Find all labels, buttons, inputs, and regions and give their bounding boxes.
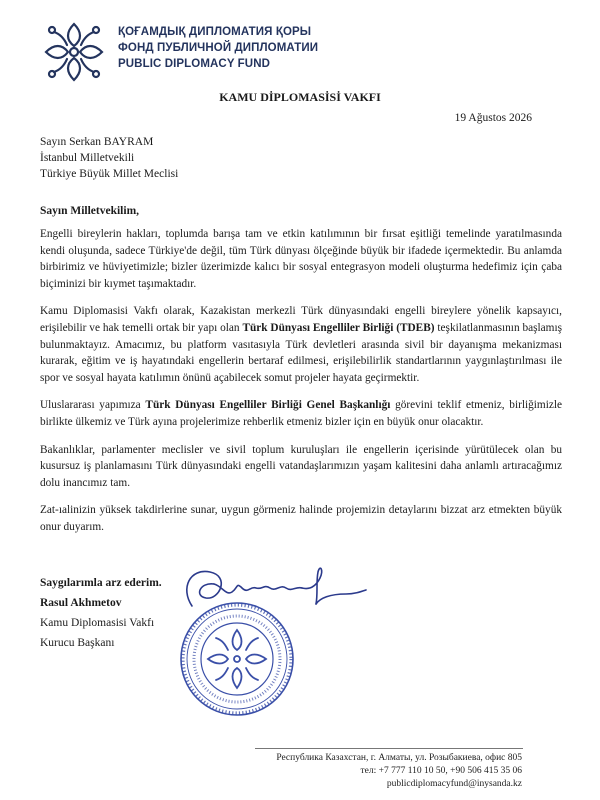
footer-phones: тел: +7 777 110 10 50, +90 506 415 35 06 <box>360 766 522 776</box>
tdeb-highlight: Türk Dünyası Engelliler Birliği (TDEB) <box>242 321 435 334</box>
recipient-title: İstanbul Milletvekili <box>40 152 135 164</box>
footer-address: Республика Казахстан, г. Алматы, ул. Розыбакиева, офис 805 <box>276 753 522 763</box>
salutation: Sayın Milletvekilim, <box>40 205 140 217</box>
body-paragraph-3: Uluslararası yapımıza Türk Dünyası Engelliler Birliği Genel Başkanlığı görevini teklif etmeniz, birliğimizle birlikte ülkemiz ve Türk ayına projelerimize rehberlik etmeniz bizler için en büyük onur olacaktır. <box>40 399 563 428</box>
closing-regards: Saygılarımla arz ederim. <box>40 577 162 589</box>
recipient-institution: Türkiye Büyük Millet Meclisi <box>40 168 179 180</box>
footer-email: publicdiplomacyfund@inysanda.kz <box>386 779 522 789</box>
footer-contact <box>276 752 522 791</box>
letterhead-org-names <box>118 24 318 72</box>
signer-name: Rasul Akhmetov <box>40 597 122 609</box>
body-paragraph-5: Zat-ıalinizin yüksek takdirlerine sunar, uygun görmeniz halinde projemizin detaylarını bizzat arz etmekten büyük onur duyarım. <box>40 504 562 533</box>
recipient-block <box>40 134 178 182</box>
footer-divider <box>255 748 523 749</box>
signer-role: Kurucu Başkanı <box>40 637 115 649</box>
presidency-highlight: Türk Dünyası Engelliler Birliği Genel Başkanlığı <box>145 399 391 412</box>
closing-block <box>40 573 162 653</box>
recipient-name: Sayın Serkan BAYRAM <box>40 136 154 148</box>
org-name-kazakh: ҚОҒАМДЫҚ ДИПЛОМАТИЯ ҚОРЫ <box>118 26 312 38</box>
body-paragraph-2: Kamu Diplomasisi Vakfı olarak, Kazakistan merkezli Türk dünyasındaki engelli bireylere yönelik kapsayıcı, erişilebilir ve hak temelli ortak bir yapı olan Türk Dünyası Engelliler Birliği (TDEB) teşkilatlanmasının başlamış bulunmaktayız. Amacımız, bu platform vasıtasıyla Türk devletleri arasında sivil bir dayanışma mekanizması kurarak, eğitim ve iş hayatındaki engellerin bertaraf edilmesi, erişilebilirlik standartlarının yaygınlaştırılması ile spor ve sosyal hayata katılımın önünü açabilecek somut projeler hayata geçirmektir. <box>40 305 562 384</box>
fund-emblem-icon <box>40 18 108 86</box>
document-title: KAMU DİPLOMASİSİ VAKFI <box>219 90 381 104</box>
letter-date: 19 Ağustos 2026 <box>454 112 532 124</box>
letter-body <box>40 226 562 547</box>
official-round-stamp-icon <box>178 600 296 718</box>
org-name-english: PUBLIC DIPLOMACY FUND <box>118 58 271 70</box>
org-name-russian: ФОНД ПУБЛИЧНОЙ ДИПЛОМАТИИ <box>118 42 319 54</box>
body-paragraph-4: Bakanlıklar, parlamenter meclisler ve sivil toplum kuruluşları ile engellerin içerisinde yürütülecek olan bu kusursuz iş planlamasını Türk dünyasındaki engelli vatandaşlarımızın yaşam kalitesini daha anlamlı artıracağımız dolu inancımız tam. <box>40 443 562 489</box>
signer-organization: Kamu Diplomasisi Vakfı <box>40 617 155 629</box>
body-paragraph-1: Engelli bireylerin hakları, toplumda barışa tam ve etkin katılımının bir fırsat eşitliği temelinde yaratılmasında kendi oluşunda, sadece Türkiye'de değil, tüm Türk dünyası ölçeğinde büyük bir ifadede içermektedir. Bu anlamda birbirimiz ve hüviyetimizle; bizler üzerimizde kalıcı bir sosyal entegrasyon modeli oluşturma hedefimiz için çaba biçiminizi bir kıymet taşımaktadır. <box>40 228 562 290</box>
